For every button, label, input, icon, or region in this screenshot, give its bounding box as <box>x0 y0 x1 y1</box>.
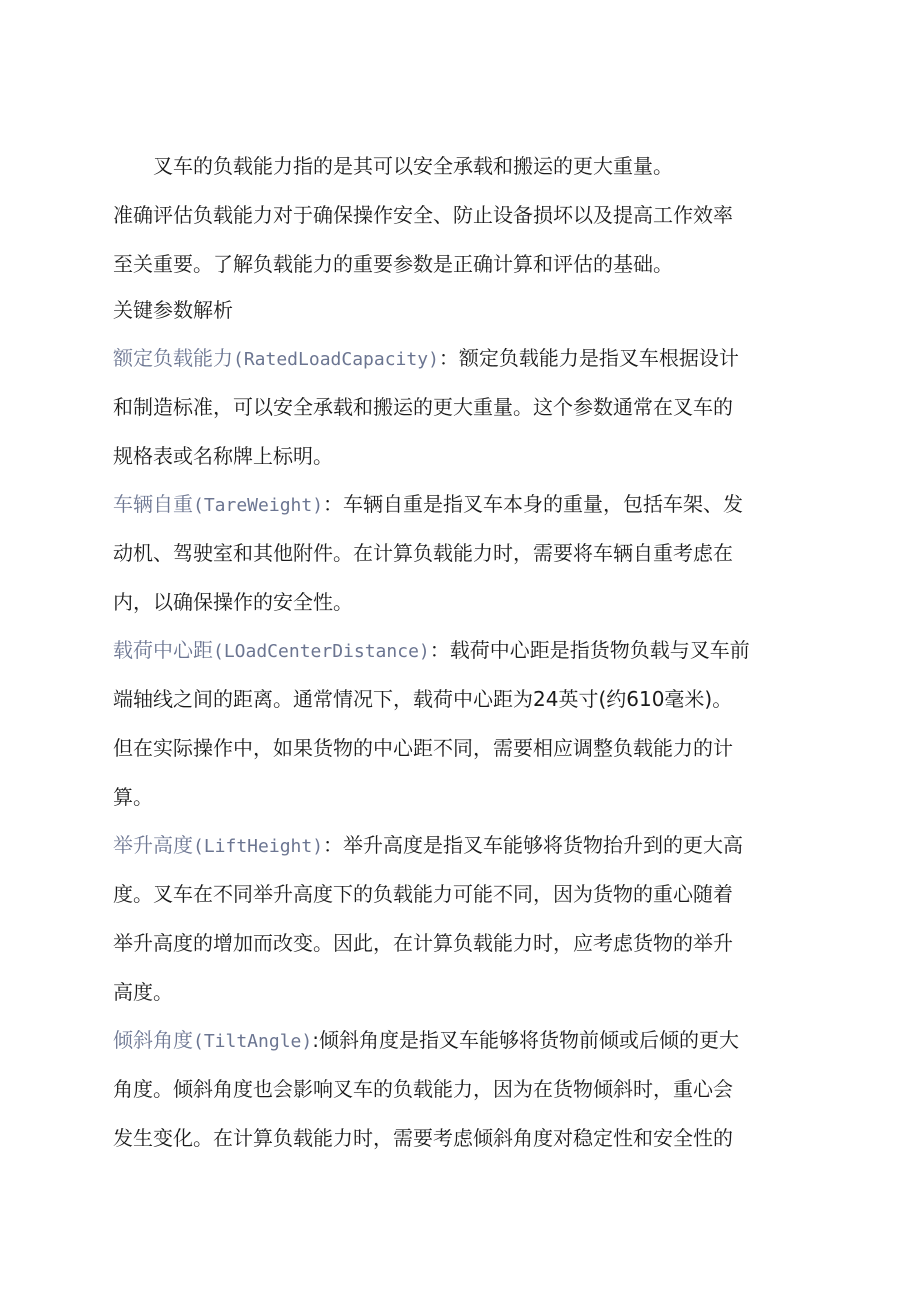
param-desc-line: 和制造标准，可以安全承载和搬运的更大重量。这个参数通常在叉车的 <box>113 395 733 419</box>
param-separator: ： <box>323 492 344 516</box>
intro-line-2: 准确评估负载能力对于确保操作安全、防止设备损坏以及提高工作效率 <box>113 203 733 227</box>
param-term-en: (TiltAngle) <box>193 1031 313 1052</box>
param-desc-line: 端轴线之间的距离。通常情况下，载荷中心距为24英寸(约610毫米)。 <box>113 687 733 711</box>
intro-line-3: 至关重要。了解负载能力的重要参数是正确计算和评估的基础。 <box>113 252 673 276</box>
param-tilt-angle-line-1 <box>113 1026 739 1056</box>
section-heading: 关键参数解析 <box>113 298 233 322</box>
param-desc: 额定负载能力是指叉车根据设计 <box>458 346 739 370</box>
param-separator: ： <box>429 638 450 662</box>
param-term-en: (TareWeight) <box>193 495 324 516</box>
param-separator: : <box>312 1028 319 1052</box>
intro-line-1: 叉车的负载能力指的是其可以安全承载和搬运的更大重量。 <box>153 154 673 178</box>
param-term-en: (LOadCenterDistance) <box>213 641 430 662</box>
param-separator: ： <box>438 346 459 370</box>
param-term-en: (RatedLoadCapacity) <box>233 349 439 370</box>
param-term <box>113 1028 312 1052</box>
param-term <box>113 492 323 516</box>
param-desc-line: 发生变化。在计算负载能力时，需要考虑倾斜角度对稳定性和安全性的 <box>113 1126 733 1150</box>
param-desc: 载荷中心距是指货物负载与叉车前 <box>449 638 750 662</box>
param-term-cn: 额定负载能力 <box>113 346 233 370</box>
param-rated-load-capacity-line-1 <box>113 344 739 374</box>
param-desc: 倾斜角度是指叉车能够将货物前倾或后倾的更大 <box>318 1028 739 1052</box>
param-desc: 举升高度是指叉车能够将货物抬升到的更大高 <box>343 833 744 857</box>
param-desc: 车辆自重是指叉车本身的重量，包括车架、发 <box>343 492 744 516</box>
param-load-center-distance-line-1 <box>113 636 750 666</box>
param-term-cn: 载荷中心距 <box>113 638 213 662</box>
param-term <box>113 638 430 662</box>
param-desc-line: 角度。倾斜角度也会影响叉车的负载能力，因为在货物倾斜时，重心会 <box>113 1077 733 1101</box>
param-lift-height-line-1 <box>113 831 743 861</box>
param-tare-weight-line-1 <box>113 490 743 520</box>
param-term-cn: 车辆自重 <box>113 492 193 516</box>
param-desc-line: 动机、驾驶室和其他附件。在计算负载能力时，需要将车辆自重考虑在 <box>113 541 733 565</box>
param-term-en: (LiftHeight) <box>193 836 324 857</box>
param-desc-line: 高度。 <box>113 980 173 1004</box>
param-desc-line: 内，以确保操作的安全性。 <box>113 590 353 614</box>
param-desc-line: 算。 <box>113 785 153 809</box>
param-desc-line: 度。叉车在不同举升高度下的负载能力可能不同，因为货物的重心随着 <box>113 882 733 906</box>
param-term <box>113 833 323 857</box>
param-desc-line: 但在实际操作中，如果货物的中心距不同，需要相应调整负载能力的计 <box>113 736 733 760</box>
param-desc-line: 规格表或名称牌上标明。 <box>113 444 333 468</box>
param-term-cn: 举升高度 <box>113 833 193 857</box>
param-term <box>113 346 439 370</box>
param-separator: ： <box>323 833 344 857</box>
param-desc-line: 举升高度的增加而改变。因此，在计算负载能力时，应考虑货物的举升 <box>113 931 733 955</box>
param-term-cn: 倾斜角度 <box>113 1028 193 1052</box>
